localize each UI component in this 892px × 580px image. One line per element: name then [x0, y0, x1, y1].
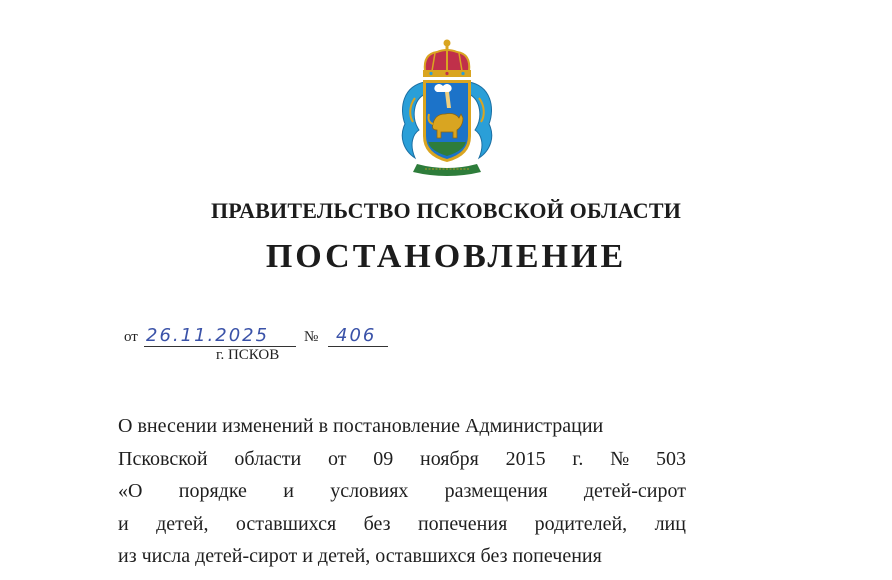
organization-title: ПРАВИТЕЛЬСТВО ПСКОВСКОЙ ОБЛАСТИ	[210, 198, 682, 223]
title-line	[118, 540, 686, 573]
date-prefix: от	[124, 329, 138, 345]
title-word: детей,	[156, 512, 209, 535]
document-title-text	[118, 410, 686, 573]
city-label: г. ПСКОВ	[216, 347, 280, 363]
title-word: г.	[572, 447, 584, 470]
title-word: Псковской	[118, 447, 208, 470]
title-word: №	[610, 447, 630, 470]
title-word: 09	[373, 447, 394, 470]
title-word: попечения	[417, 512, 508, 535]
title-word: от	[328, 447, 347, 470]
title-word: «О	[118, 480, 143, 502]
title-word: условиях	[330, 480, 409, 502]
title-word: размещения	[444, 480, 548, 502]
title-word: О внесении изменений в постановление Администрации	[118, 415, 604, 437]
document-meta	[124, 325, 424, 349]
pskov-coat-of-arms-icon	[395, 38, 499, 180]
title-word: области	[234, 447, 302, 470]
number-prefix: №	[304, 329, 319, 345]
title-word: лиц	[654, 512, 686, 535]
document-type-heading: ПОСТАНОВЛЕНИЕ	[265, 238, 627, 275]
title-word: родителей,	[534, 512, 628, 535]
title-line	[118, 410, 686, 443]
number-underline	[328, 346, 388, 347]
title-word: 503	[655, 447, 686, 470]
number-value: 406	[336, 325, 377, 346]
title-word: без	[363, 512, 391, 535]
title-word: и	[283, 480, 294, 502]
title-word: порядке	[178, 480, 247, 502]
title-line	[118, 475, 686, 508]
title-word: оставшихся	[235, 512, 337, 535]
title-word: и	[118, 512, 129, 535]
title-line	[118, 443, 686, 476]
title-word: из числа детей-сирот и детей, оставшихся без попечения	[118, 545, 602, 567]
date-value: 26.11.2025	[146, 325, 270, 346]
title-word: 2015	[505, 447, 546, 470]
title-word: ноября	[419, 447, 479, 470]
title-word: детей-сирот	[583, 480, 686, 502]
title-line	[118, 508, 686, 541]
